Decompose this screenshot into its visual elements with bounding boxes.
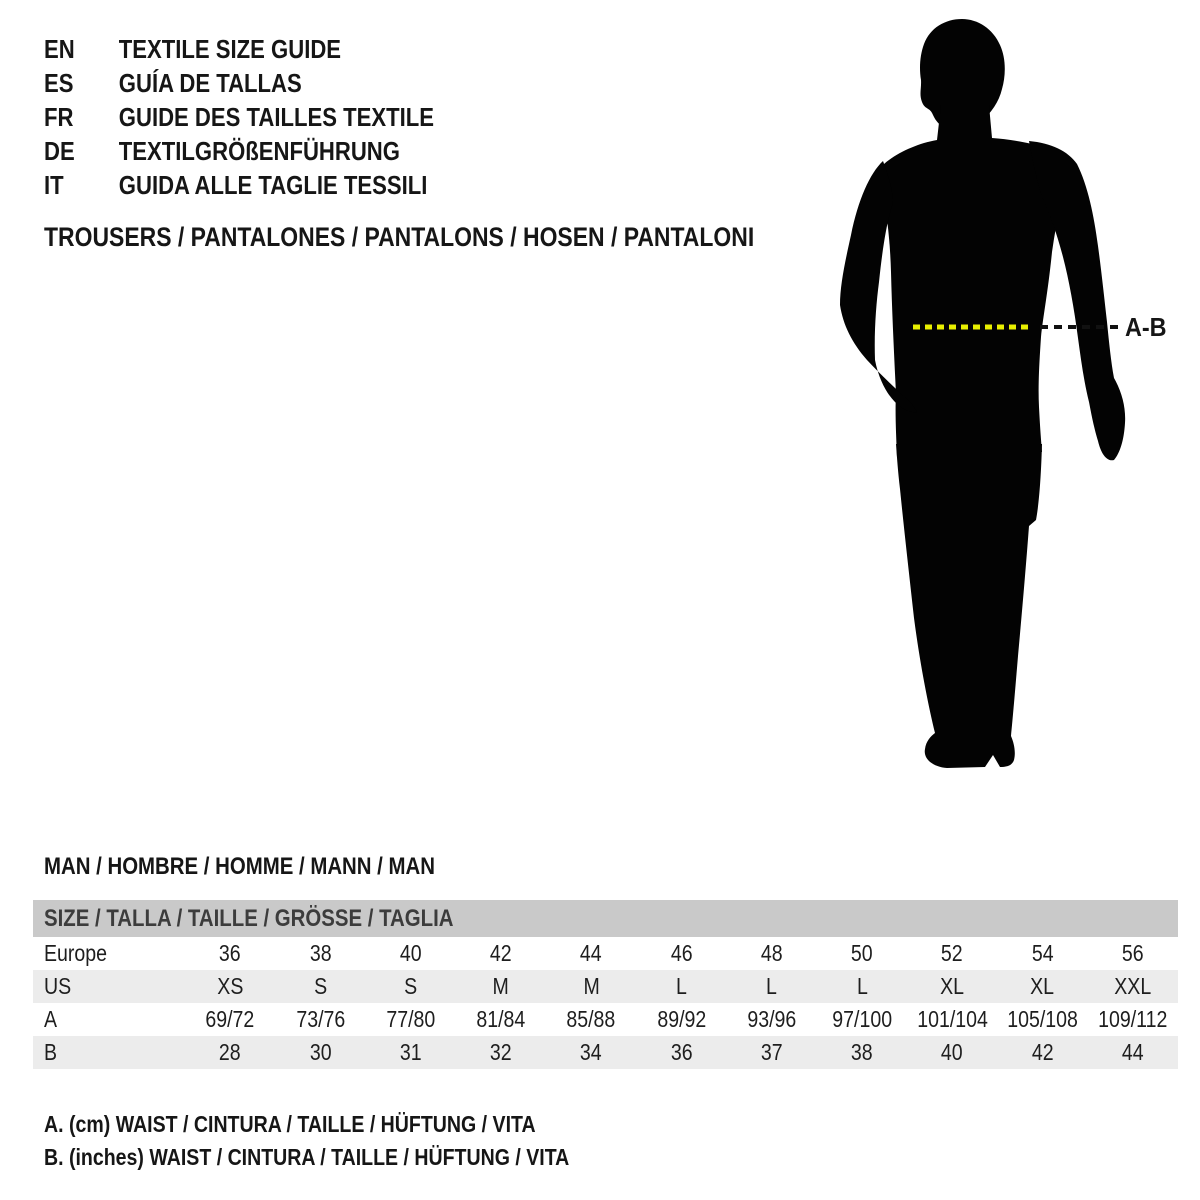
section-title-man bbox=[44, 853, 504, 881]
language-row-de bbox=[44, 134, 503, 168]
size-cell: 38 bbox=[851, 1039, 873, 1065]
size-cell: 36 bbox=[670, 1039, 693, 1065]
size-cell: 40 bbox=[399, 940, 422, 966]
size-cell: 52 bbox=[941, 940, 964, 966]
footnote-b-text: B. (inches) WAIST / CINTURA / TAILLE / HÜFTUNG / VITA bbox=[44, 1144, 570, 1170]
size-cell: XL bbox=[940, 973, 965, 999]
size-cell: 40 bbox=[941, 1039, 964, 1065]
language-label: GUIDA ALLE TAGLIE TESSILI bbox=[118, 170, 428, 200]
size-cell: 93/96 bbox=[747, 1006, 797, 1032]
language-code: FR bbox=[44, 102, 74, 132]
size-cell: S bbox=[313, 973, 327, 999]
size-cell: 38 bbox=[309, 940, 332, 966]
language-row-fr bbox=[44, 100, 503, 134]
size-cell: 48 bbox=[760, 940, 783, 966]
language-row-it bbox=[44, 168, 503, 202]
language-list bbox=[44, 32, 503, 202]
table-row-us bbox=[33, 970, 1178, 1003]
row-label: B bbox=[44, 1039, 58, 1065]
language-label: TEXTILE SIZE GUIDE bbox=[118, 34, 342, 64]
size-cell: 31 bbox=[399, 1039, 422, 1065]
size-cell: XL bbox=[1030, 973, 1055, 999]
size-cell: 32 bbox=[490, 1039, 512, 1065]
size-cell: 44 bbox=[580, 940, 603, 966]
size-cell: 105/108 bbox=[1007, 1006, 1078, 1032]
language-row-es bbox=[44, 66, 503, 100]
size-cell: 89/92 bbox=[656, 1006, 706, 1032]
silhouette-legs bbox=[896, 444, 1042, 768]
waist-label: A-B bbox=[1125, 313, 1167, 343]
table-row-a-cm bbox=[33, 1003, 1178, 1036]
size-cell: 81/84 bbox=[476, 1006, 526, 1032]
language-row-en bbox=[44, 32, 503, 66]
row-label: US bbox=[44, 973, 72, 999]
size-cell: L bbox=[856, 973, 868, 999]
language-code: IT bbox=[44, 170, 64, 200]
size-cell: 56 bbox=[1121, 940, 1144, 966]
language-code: EN bbox=[44, 34, 75, 64]
size-cell: 73/76 bbox=[295, 1006, 345, 1032]
footnote-b bbox=[44, 1143, 662, 1171]
category-title bbox=[44, 222, 880, 252]
size-table-header bbox=[33, 900, 1178, 937]
size-cell: 50 bbox=[851, 940, 873, 966]
size-table-header-text: SIZE / TALLA / TAILLE / GRÖSSE / TAGLIA bbox=[44, 904, 454, 932]
size-cell: M bbox=[583, 973, 600, 999]
size-table bbox=[33, 900, 1178, 1069]
size-cell: 54 bbox=[1031, 940, 1054, 966]
size-cell: 46 bbox=[670, 940, 693, 966]
size-cell: XS bbox=[217, 973, 244, 999]
language-code: DE bbox=[44, 136, 75, 166]
language-label: TEXTILGRÖßENFÜHRUNG bbox=[118, 136, 400, 166]
size-cell: 77/80 bbox=[386, 1006, 436, 1032]
man-silhouette-figure bbox=[830, 10, 1190, 790]
table-row-b-inches bbox=[33, 1036, 1178, 1069]
size-cell: 85/88 bbox=[566, 1006, 616, 1032]
size-cell: 109/112 bbox=[1098, 1006, 1168, 1032]
size-cell: 44 bbox=[1121, 1039, 1144, 1065]
size-cell: 42 bbox=[490, 940, 512, 966]
size-cell: S bbox=[404, 973, 418, 999]
size-cell: M bbox=[492, 973, 510, 999]
language-label: GUÍA DE TALLAS bbox=[118, 68, 302, 98]
size-cell: 30 bbox=[309, 1039, 332, 1065]
size-cell: 97/100 bbox=[832, 1006, 892, 1032]
size-cell: 34 bbox=[580, 1039, 603, 1065]
section-title-text: MAN / HOMBRE / HOMME / MANN / MAN bbox=[44, 853, 435, 880]
size-cell: L bbox=[766, 973, 778, 999]
footnote-a bbox=[44, 1110, 622, 1138]
size-cell: 42 bbox=[1031, 1039, 1054, 1065]
size-cell: 101/104 bbox=[916, 1006, 988, 1032]
size-cell: XXL bbox=[1114, 973, 1152, 999]
size-cell: 28 bbox=[219, 1039, 242, 1065]
footnote-a-text: A. (cm) WAIST / CINTURA / TAILLE / HÜFTUNG / VITA bbox=[44, 1111, 536, 1137]
category-title-text: TROUSERS / PANTALONES / PANTALONS / HOSEN / PANTALONI bbox=[44, 222, 755, 252]
size-cell: 36 bbox=[219, 940, 242, 966]
row-label: A bbox=[44, 1006, 58, 1032]
language-label: GUIDE DES TAILLES TEXTILE bbox=[118, 102, 434, 132]
size-cell: 37 bbox=[760, 1039, 783, 1065]
language-code: ES bbox=[44, 68, 74, 98]
size-cell: 69/72 bbox=[205, 1006, 255, 1032]
size-cell: L bbox=[676, 973, 687, 999]
row-label: Europe bbox=[44, 940, 108, 966]
table-row-europe bbox=[33, 937, 1178, 970]
